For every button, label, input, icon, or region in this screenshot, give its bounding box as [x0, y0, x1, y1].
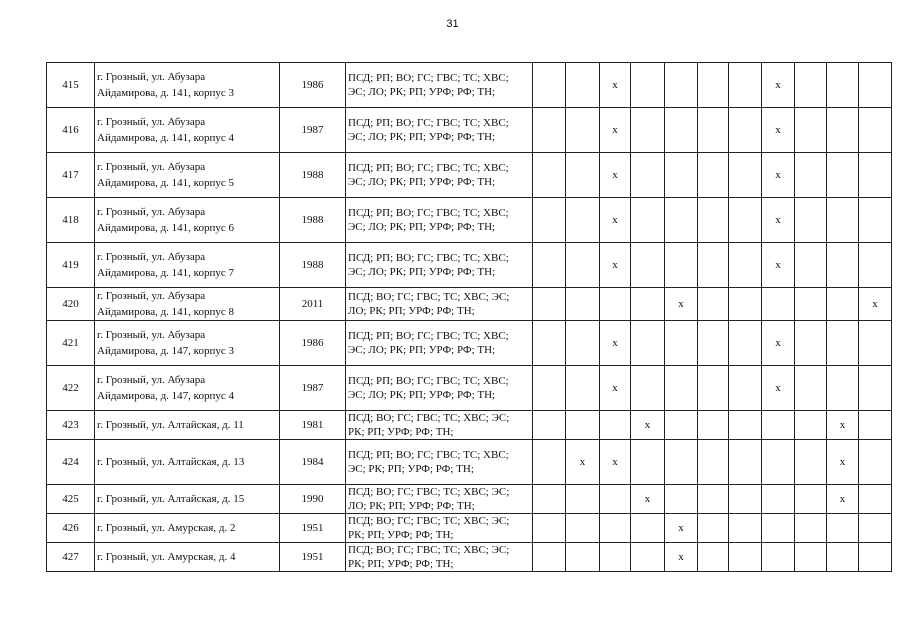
mark-cell [859, 411, 892, 440]
address-line-1: г. Грозный, ул. Амурская, д. 2 [97, 522, 236, 534]
mark-cell [698, 108, 729, 153]
page-number: 31 [446, 18, 459, 30]
mark-cell [827, 153, 859, 198]
row-number: 415 [47, 63, 95, 108]
row-number: 423 [47, 411, 95, 440]
mark-cell [631, 543, 665, 572]
mark-cell [827, 243, 859, 288]
mark-cell [859, 543, 892, 572]
mark-cell [795, 411, 827, 440]
table-row [47, 108, 892, 153]
row-number: 418 [47, 198, 95, 243]
mark-cell [795, 321, 827, 366]
mark-cell [698, 63, 729, 108]
works-line-2: РК; РП; УРФ; РФ; ТН; [348, 529, 454, 541]
mark-cell [631, 321, 665, 366]
mark-cell: x [631, 485, 665, 514]
mark-cell [795, 514, 827, 543]
mark-cell [762, 440, 795, 485]
address-line-1: г. Грозный, ул. Абузара [97, 161, 206, 173]
works-line-2: ЭС; РК; РП; УРФ; РФ; ТН; [348, 463, 474, 475]
address-line-1: г. Грозный, ул. Алтайская, д. 13 [97, 456, 245, 468]
mark-cell [533, 411, 566, 440]
mark-cell [729, 411, 762, 440]
mark-cell [827, 198, 859, 243]
year-built: 1990 [280, 485, 346, 514]
works-line-2: РК; РП; УРФ; РФ; ТН; [348, 558, 454, 570]
mark-cell [600, 514, 631, 543]
works-line-2: ЭС; ЛО; РК; РП; УРФ; РФ; ТН; [348, 344, 496, 356]
mark-cell [795, 288, 827, 321]
mark-cell [698, 321, 729, 366]
mark-cell [665, 440, 698, 485]
mark-cell [533, 366, 566, 411]
mark-cell [631, 514, 665, 543]
mark-cell: x [566, 440, 600, 485]
mark-cell: x [827, 485, 859, 514]
works-line-2: ЭС; ЛО; РК; РП; УРФ; РФ; ТН; [348, 266, 496, 278]
table-row [47, 288, 892, 321]
row-number: 425 [47, 485, 95, 514]
mark-cell [729, 321, 762, 366]
mark-cell [631, 63, 665, 108]
works-line-2: ЛО; РК; РП; УРФ; РФ; ТН; [348, 500, 475, 512]
year-built: 1988 [280, 198, 346, 243]
works-list [346, 198, 533, 243]
address-line-2: Айдамирова, д. 147, корпус 4 [97, 390, 234, 402]
mark-cell [859, 514, 892, 543]
mark-cell [665, 198, 698, 243]
table-row [47, 366, 892, 411]
mark-cell [665, 321, 698, 366]
mark-cell [762, 514, 795, 543]
mark-cell [566, 543, 600, 572]
mark-cell [600, 485, 631, 514]
mark-cell [795, 108, 827, 153]
table-row [47, 243, 892, 288]
mark-cell [533, 321, 566, 366]
mark-cell [859, 440, 892, 485]
mark-cell [533, 543, 566, 572]
mark-cell [827, 63, 859, 108]
address-cell [95, 198, 280, 243]
mark-cell [698, 153, 729, 198]
mark-cell: x [859, 288, 892, 321]
mark-cell: x [600, 153, 631, 198]
address-line-1: г. Грозный, ул. Абузара [97, 374, 206, 386]
address-cell [95, 543, 280, 572]
works-list [346, 243, 533, 288]
address-line-1: г. Грозный, ул. Абузара [97, 290, 206, 302]
address-cell [95, 243, 280, 288]
year-built: 1986 [280, 321, 346, 366]
mark-cell [665, 485, 698, 514]
address-line-1: г. Грозный, ул. Абузара [97, 251, 206, 263]
row-number: 416 [47, 108, 95, 153]
works-list [346, 543, 533, 572]
year-built: 1951 [280, 514, 346, 543]
mark-cell [631, 153, 665, 198]
mark-cell [729, 485, 762, 514]
table-row [47, 440, 892, 485]
mark-cell: x [762, 198, 795, 243]
mark-cell [665, 243, 698, 288]
works-line-2: ЛО; РК; РП; УРФ; РФ; ТН; [348, 305, 475, 317]
mark-cell [827, 321, 859, 366]
mark-cell [729, 108, 762, 153]
works-line-1: ПСД; РП; ВО; ГС; ГВС; ТС; ХВС; [348, 72, 509, 84]
mark-cell: x [600, 321, 631, 366]
works-line-2: РК; РП; УРФ; РФ; ТН; [348, 426, 454, 438]
mark-cell [665, 63, 698, 108]
works-line-1: ПСД; ВО; ГС; ГВС; ТС; ХВС; ЭС; [348, 291, 510, 303]
address-cell [95, 108, 280, 153]
table-row [47, 198, 892, 243]
address-line-2: Айдамирова, д. 147, корпус 3 [97, 345, 234, 357]
works-line-2: ЭС; ЛО; РК; РП; УРФ; РФ; ТН; [348, 221, 496, 233]
mark-cell [600, 543, 631, 572]
mark-cell [631, 243, 665, 288]
mark-cell [827, 514, 859, 543]
address-cell [95, 153, 280, 198]
mark-cell [631, 366, 665, 411]
mark-cell [533, 198, 566, 243]
mark-cell [698, 288, 729, 321]
mark-cell [566, 243, 600, 288]
year-built: 2011 [280, 288, 346, 321]
mark-cell [827, 288, 859, 321]
works-list [346, 153, 533, 198]
address-line-1: г. Грозный, ул. Абузара [97, 329, 206, 341]
table-row [47, 543, 892, 572]
address-line-1: г. Грозный, ул. Абузара [97, 71, 206, 83]
mark-cell [729, 514, 762, 543]
works-line-2: ЭС; ЛО; РК; РП; УРФ; РФ; ТН; [348, 86, 496, 98]
table-row [47, 485, 892, 514]
address-line-1: г. Грозный, ул. Амурская, д. 4 [97, 551, 236, 563]
mark-cell: x [600, 243, 631, 288]
mark-cell [729, 243, 762, 288]
table-row [47, 321, 892, 366]
mark-cell [698, 366, 729, 411]
mark-cell [533, 63, 566, 108]
address-line-2: Айдамирова, д. 141, корпус 8 [97, 306, 234, 318]
mark-cell [566, 63, 600, 108]
address-cell [95, 288, 280, 321]
mark-cell [600, 288, 631, 321]
mark-cell [665, 108, 698, 153]
mark-cell: x [665, 288, 698, 321]
mark-cell: x [762, 153, 795, 198]
mark-cell [859, 153, 892, 198]
mark-cell [566, 321, 600, 366]
mark-cell: x [600, 63, 631, 108]
address-line-1: г. Грозный, ул. Алтайская, д. 11 [97, 419, 244, 431]
mark-cell [533, 153, 566, 198]
mark-cell [859, 63, 892, 108]
address-line-2: Айдамирова, д. 141, корпус 4 [97, 132, 234, 144]
table-row [47, 153, 892, 198]
mark-cell [795, 543, 827, 572]
mark-cell [698, 543, 729, 572]
address-line-2: Айдамирова, д. 141, корпус 5 [97, 177, 234, 189]
mark-cell [665, 366, 698, 411]
address-cell [95, 514, 280, 543]
mark-cell: x [600, 108, 631, 153]
mark-cell [729, 543, 762, 572]
mark-cell [729, 198, 762, 243]
address-line-1: г. Грозный, ул. Абузара [97, 206, 206, 218]
address-line-2: Айдамирова, д. 141, корпус 3 [97, 87, 234, 99]
mark-cell: x [762, 243, 795, 288]
mark-cell: x [762, 108, 795, 153]
mark-cell [795, 153, 827, 198]
table-row [47, 63, 892, 108]
year-built: 1988 [280, 153, 346, 198]
year-built: 1988 [280, 243, 346, 288]
mark-cell [566, 153, 600, 198]
works-line-2: ЭС; ЛО; РК; РП; УРФ; РФ; ТН; [348, 131, 496, 143]
year-built: 1951 [280, 543, 346, 572]
mark-cell [566, 411, 600, 440]
mark-cell [729, 440, 762, 485]
works-line-1: ПСД; ВО; ГС; ГВС; ТС; ХВС; ЭС; [348, 515, 510, 527]
works-list [346, 366, 533, 411]
works-line-1: ПСД; РП; ВО; ГС; ГВС; ТС; ХВС; [348, 375, 509, 387]
mark-cell [533, 485, 566, 514]
mark-cell [762, 411, 795, 440]
works-list [346, 440, 533, 485]
mark-cell: x [600, 440, 631, 485]
mark-cell [698, 198, 729, 243]
mark-cell [533, 288, 566, 321]
mark-cell: x [600, 366, 631, 411]
mark-cell: x [762, 63, 795, 108]
works-line-1: ПСД; ВО; ГС; ГВС; ТС; ХВС; ЭС; [348, 544, 510, 556]
address-cell [95, 321, 280, 366]
works-list [346, 321, 533, 366]
mark-cell [566, 485, 600, 514]
mark-cell [566, 288, 600, 321]
mark-cell [859, 108, 892, 153]
mark-cell [631, 198, 665, 243]
row-number: 426 [47, 514, 95, 543]
year-built: 1984 [280, 440, 346, 485]
mark-cell: x [827, 440, 859, 485]
mark-cell [533, 108, 566, 153]
mark-cell [827, 543, 859, 572]
mark-cell [566, 108, 600, 153]
works-list [346, 288, 533, 321]
works-list [346, 63, 533, 108]
mark-cell [859, 366, 892, 411]
mark-cell [795, 440, 827, 485]
address-cell [95, 440, 280, 485]
mark-cell [729, 63, 762, 108]
works-line-1: ПСД; РП; ВО; ГС; ГВС; ТС; ХВС; [348, 252, 509, 264]
works-line-2: ЭС; ЛО; РК; РП; УРФ; РФ; ТН; [348, 389, 496, 401]
mark-cell [698, 514, 729, 543]
year-built: 1981 [280, 411, 346, 440]
mark-cell: x [665, 543, 698, 572]
works-line-1: ПСД; РП; ВО; ГС; ГВС; ТС; ХВС; [348, 117, 509, 129]
mark-cell [631, 108, 665, 153]
mark-cell [698, 440, 729, 485]
year-built: 1987 [280, 108, 346, 153]
works-list [346, 108, 533, 153]
mark-cell [600, 411, 631, 440]
mark-cell [729, 153, 762, 198]
works-line-1: ПСД; РП; ВО; ГС; ГВС; ТС; ХВС; [348, 330, 509, 342]
address-line-2: Айдамирова, д. 141, корпус 6 [97, 222, 234, 234]
row-number: 419 [47, 243, 95, 288]
table-row [47, 514, 892, 543]
registry-body [47, 63, 892, 572]
mark-cell: x [600, 198, 631, 243]
mark-cell [533, 440, 566, 485]
mark-cell [533, 243, 566, 288]
mark-cell [665, 411, 698, 440]
year-built: 1987 [280, 366, 346, 411]
works-line-1: ПСД; ВО; ГС; ГВС; ТС; ХВС; ЭС; [348, 486, 510, 498]
mark-cell [859, 198, 892, 243]
mark-cell [631, 440, 665, 485]
works-list [346, 411, 533, 440]
row-number: 422 [47, 366, 95, 411]
works-line-1: ПСД; ВО; ГС; ГВС; ТС; ХВС; ЭС; [348, 412, 510, 424]
address-cell [95, 63, 280, 108]
mark-cell: x [631, 411, 665, 440]
works-list [346, 485, 533, 514]
mark-cell: x [762, 366, 795, 411]
address-line-1: г. Грозный, ул. Абузара [97, 116, 206, 128]
address-cell [95, 411, 280, 440]
mark-cell [795, 485, 827, 514]
mark-cell [698, 243, 729, 288]
mark-cell [566, 514, 600, 543]
mark-cell [827, 108, 859, 153]
works-line-1: ПСД; РП; ВО; ГС; ГВС; ТС; ХВС; [348, 449, 509, 461]
works-list [346, 514, 533, 543]
mark-cell: x [827, 411, 859, 440]
address-line-2: Айдамирова, д. 141, корпус 7 [97, 267, 234, 279]
mark-cell [566, 198, 600, 243]
mark-cell [762, 485, 795, 514]
mark-cell [827, 366, 859, 411]
works-line-1: ПСД; РП; ВО; ГС; ГВС; ТС; ХВС; [348, 162, 509, 174]
mark-cell [729, 288, 762, 321]
mark-cell: x [665, 514, 698, 543]
mark-cell [859, 485, 892, 514]
mark-cell [795, 366, 827, 411]
mark-cell [566, 366, 600, 411]
mark-cell [795, 198, 827, 243]
mark-cell [762, 288, 795, 321]
mark-cell [859, 243, 892, 288]
mark-cell [533, 514, 566, 543]
mark-cell [665, 153, 698, 198]
row-number: 424 [47, 440, 95, 485]
mark-cell [795, 243, 827, 288]
mark-cell [698, 485, 729, 514]
address-cell [95, 485, 280, 514]
building-registry-table [46, 62, 892, 572]
mark-cell [859, 321, 892, 366]
works-line-2: ЭС; ЛО; РК; РП; УРФ; РФ; ТН; [348, 176, 496, 188]
mark-cell: x [762, 321, 795, 366]
mark-cell [631, 288, 665, 321]
row-number: 427 [47, 543, 95, 572]
mark-cell [762, 543, 795, 572]
row-number: 421 [47, 321, 95, 366]
year-built: 1986 [280, 63, 346, 108]
row-number: 417 [47, 153, 95, 198]
address-cell [95, 366, 280, 411]
mark-cell [698, 411, 729, 440]
mark-cell [729, 366, 762, 411]
works-line-1: ПСД; РП; ВО; ГС; ГВС; ТС; ХВС; [348, 207, 509, 219]
row-number: 420 [47, 288, 95, 321]
table-row [47, 411, 892, 440]
mark-cell [795, 63, 827, 108]
address-line-1: г. Грозный, ул. Алтайская, д. 15 [97, 493, 245, 505]
